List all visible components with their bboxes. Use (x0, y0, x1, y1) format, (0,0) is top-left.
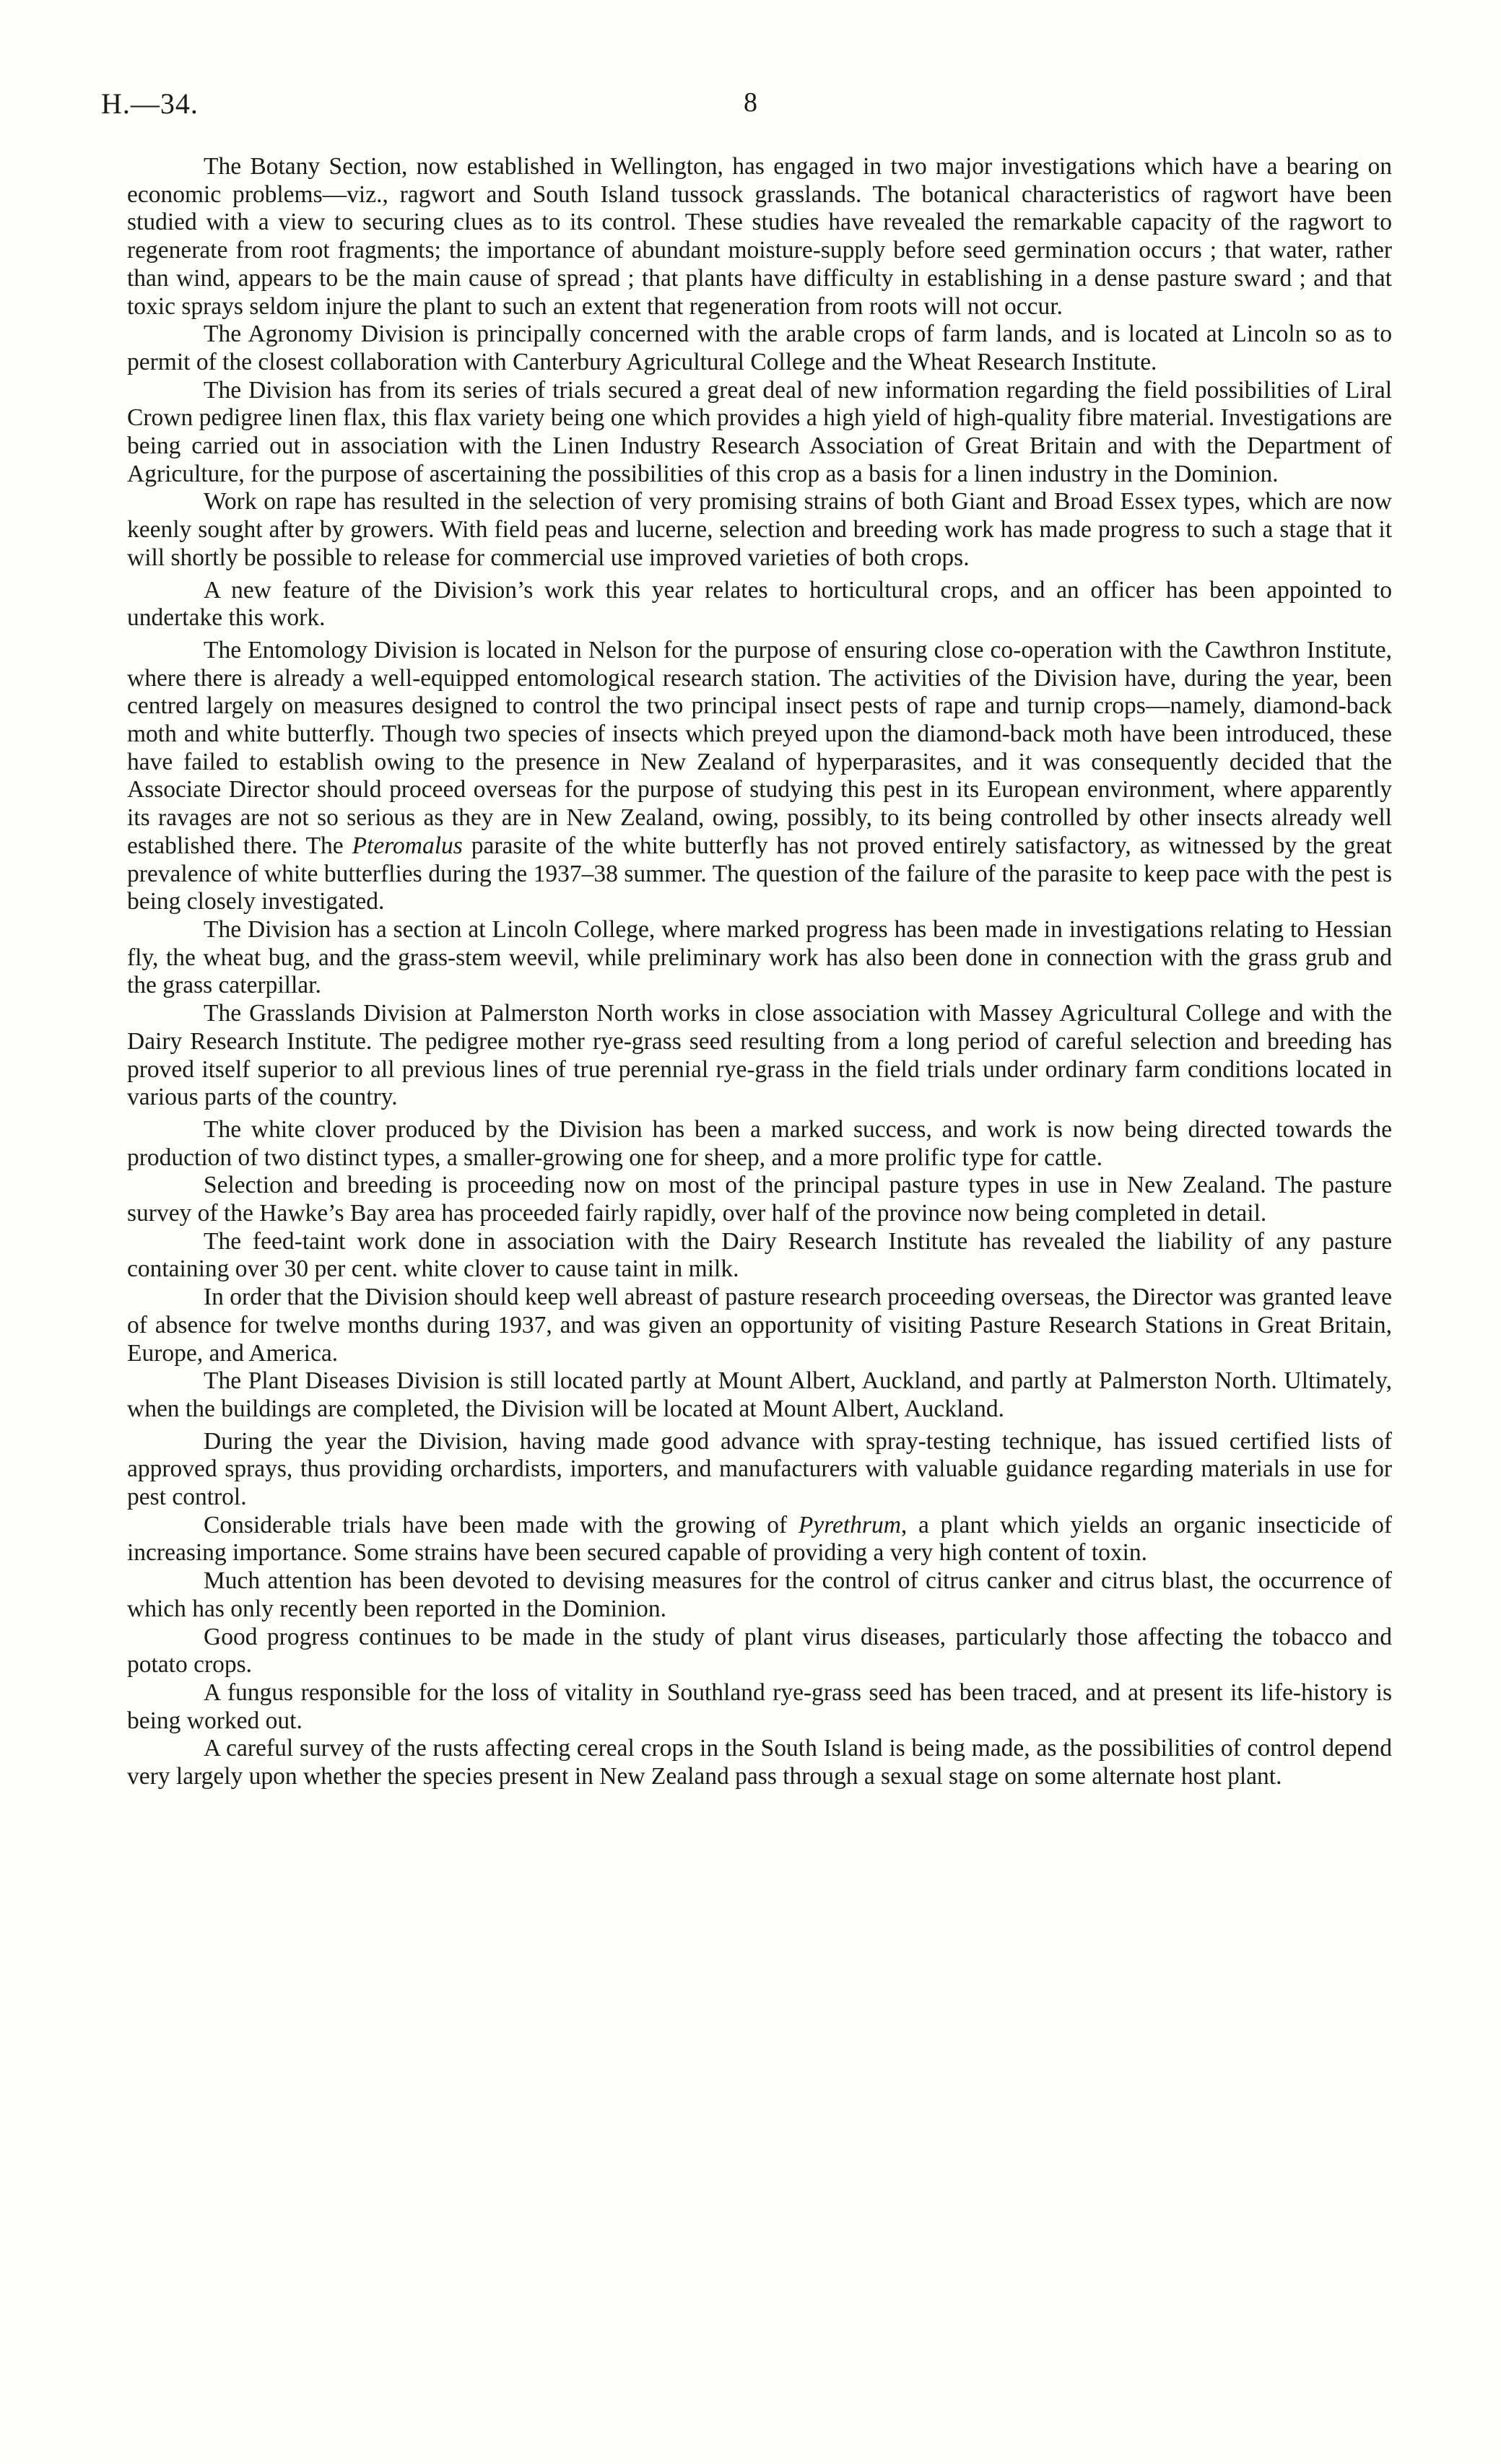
paragraph (127, 637, 1392, 916)
paragraph (127, 377, 1392, 489)
text-run: The Botany Section, now established in Wellington, has engaged in two major investigations which have a bearing on economic problems—viz., ragwort and South Island tussock grasslands. The botanical characteristics of ragwort have been studied with a view to securing clues as to its control. These studies have revealed the remarkable capacity of the ragwort to regenerate from root fragments; the importance of abundant moisture-supply before seed germination occurs ; that water, rather than wind, appears to be the main cause of spread ; that plants have difficulty in establishing in a dense pasture sward ; and that toxic sprays seldom injure the plant to such an extent that regeneration from roots will not occur. (127, 153, 1392, 320)
paragraph (127, 1624, 1392, 1679)
paragraph (127, 1172, 1392, 1227)
text-run: Work on rape has resulted in the selection of very promising strains of both Giant and Broad Essex types, which are now keenly sought after by growers. With field peas and lucerne, selection and breeding work has made progress to such a stage that it will shortly be possible to release for commercial use improved varieties of both crops. (127, 488, 1392, 571)
paragraph (127, 1567, 1392, 1623)
paragraph (127, 1428, 1392, 1512)
paragraph (127, 1367, 1392, 1423)
paragraph (127, 916, 1392, 1000)
text-run: The Division has a section at Lincoln College, where marked progress has been made in investigations relating to Hessian fly, the wheat bug, and the grass-stem weevil, while preliminary work has also been done in connection with the grass grub and the grass caterpillar. (127, 915, 1392, 999)
text-run: The Plant Diseases Division is still located partly at Mount Albert, Auckland, and partly at Palmerston North. Ultimately, when the buildings are completed, the Division will be located at Mount Albert, Auckland. (127, 1367, 1392, 1422)
paragraph (127, 1116, 1392, 1172)
text-run: , a plant which yields an organic insecticide of increasing importance. Some strains have been secured capable of providing a very high content of toxin. (127, 1511, 1393, 1567)
text-run: The white clover produced by the Division has been a marked success, and work is now being directed towards the production of two distinct types, a smaller-growing one for sheep, and a more prolific type for cattle. (127, 1115, 1392, 1171)
text-run: During the year the Division, having made good advance with spray-testing technique, has issued certified lists of approved sprays, thus providing orchardists, importers, and manufacturers with valuable guidance regarding materials in use for pest control. (127, 1427, 1392, 1511)
text-run: A careful survey of the rusts affecting cereal crops in the South Island is being made, as the possibilities of control depend very largely upon whether the species present in New Zealand pass through a sexual stage on some alternate host plant. (127, 1735, 1392, 1790)
paragraph (127, 1228, 1392, 1284)
italic-term: Pyrethrum (798, 1511, 901, 1538)
body-text (127, 153, 1392, 1791)
paragraph (127, 577, 1392, 632)
text-run: The Entomology Division is located in Nelson for the purpose of ensuring close co-operation with the Cawthron Institute, where there is already a well-equipped entomological research station. The activities of the Division have, during the year, been centred largely on measures designed to control the two principal insect pests of rape and turnip crops—namely, diamond-back moth and white butterfly. Though two species of insects which preyed upon the diamond-back moth have been introduced, these have failed to establish owing to the presence in New Zealand of hyperparasites, and it was consequently decided that the Associate Director should proceed overseas for the purpose of studying this pest in its European environment, where apparently its ravages are not so serious as they are in New Zealand, owing, possibly, to its being controlled by other insects already well established there. The (127, 636, 1392, 859)
paragraph (127, 153, 1392, 321)
paragraph (127, 321, 1392, 376)
running-header (101, 87, 1401, 130)
text-run: A new feature of the Division’s work this year relates to horticultural crops, and an officer has been appointed to undertake this work. (127, 576, 1392, 632)
page-number: 8 (744, 87, 757, 118)
paragraph (127, 1000, 1392, 1112)
document-id: H.—34. (101, 87, 199, 120)
text-run: The Grasslands Division at Palmerston North works in close association with Massey Agricultural College and with the Dairy Research Institute. The pedigree mother rye-grass seed resulting from a long period of careful selection and breeding has proved itself superior to all previous lines of true perennial rye-grass in the field trials under ordinary farm conditions located in various parts of the country. (127, 1000, 1392, 1111)
text-run: Good progress continues to be made in the study of plant virus diseases, particularly those affecting the tobacco and potato crops. (127, 1623, 1392, 1679)
text-run: In order that the Division should keep well abreast of pasture research proceeding overseas, the Director was granted leave of absence for twelve months during 1937, and was given an opportunity of visiting Pasture Research Stations in Great Britain, Europe, and America. (127, 1284, 1392, 1367)
text-run: The feed-taint work done in association with the Dairy Research Institute has revealed the liability of any pasture containing over 30 per cent. white clover to cause taint in milk. (127, 1227, 1392, 1283)
text-run: parasite of the white butterfly has not proved entirely satisfactory, as witnessed by the great prevalence of white butterflies during the 1937–38 summer. The question of the failure of the parasite to keep pace with the pest is being closely investigated. (127, 832, 1393, 915)
paragraph (127, 1284, 1392, 1367)
paragraph (127, 488, 1392, 572)
paragraph (127, 1679, 1392, 1735)
paragraph (127, 1512, 1392, 1567)
paragraph (127, 1735, 1392, 1790)
text-run: The Agronomy Division is principally concerned with the arable crops of farm lands, and is located at Lincoln so as to permit of the closest collaboration with Canterbury Agricultural College and the Wheat Research Institute. (127, 321, 1392, 375)
text-run: The Division has from its series of trials secured a great deal of new information regarding the field possibilities of Liral Crown pedigree linen flax, this flax variety being one which provides a high yield of high-quality fibre material. Investigations are being carried out in association with the Linen Industry Research Association of Great Britain and with the Department of Agriculture, for the purpose of ascertaining the possibilities of this crop as a basis for a linen industry in the Dominion. (127, 376, 1392, 487)
text-run: Considerable trials have been made with the growing of (204, 1511, 799, 1538)
text-run: A fungus responsible for the loss of vitality in Southland rye-grass seed has been traced, and at present its life-history is being worked out. (127, 1679, 1392, 1734)
text-run: Much attention has been devoted to devising measures for the control of citrus canker and citrus blast, the occurrence of which has only recently been reported in the Dominion. (127, 1567, 1392, 1622)
text-run: Selection and breeding is proceeding now on most of the principal pasture types in use in New Zealand. The pasture survey of the Hawke’s Bay area has proceeded fairly rapidly, over half of the province now being completed in detail. (127, 1172, 1392, 1227)
italic-term: Pteromalus (352, 832, 463, 859)
